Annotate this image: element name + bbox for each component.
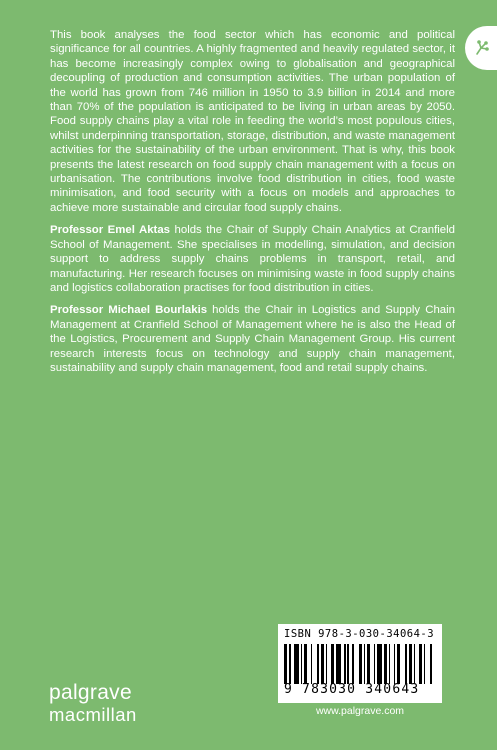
publisher-url: www.palgrave.com: [278, 703, 442, 720]
isbn-text: ISBN 978-3-030-34064-3: [284, 628, 435, 640]
author2-bio: holds the Chair in Logistics and Supply Chain Management at Cranfield School of Management where he is also the Head of the Logistics, Procurement and Supply Chain Management Group. His current research interests focus on technology and supply chain management, sustainability and supply chain management, food and retail supply chains.: [50, 304, 455, 374]
springer-tree-icon: [471, 38, 491, 58]
author2-name: Professor Michael Bourlakis: [50, 304, 208, 317]
publisher-badge: [465, 26, 497, 70]
barcode-digits: 9 783030 340643: [284, 682, 420, 697]
logo-line2: macmillan: [49, 704, 137, 725]
barcode-bars: [284, 644, 436, 684]
author2-paragraph: [50, 303, 455, 375]
logo-line1: palgrave: [49, 681, 132, 704]
author1-name: Professor Emel Aktas: [50, 224, 171, 237]
palgrave-logo: [49, 682, 137, 726]
author1-bio: holds the Chair of Supply Chain Analytics at Cranfield School of Management. She specialises in modelling, simulation, and decision support to address supply chains problems in transport, retail, and manufacturing. Her research focuses on minimising waste in food supply chains and logistics collaboration practises for food distribution in cities.: [50, 224, 455, 294]
intro-paragraph: This book analyses the food sector which has economic and political significance for all countries. A highly fragmented and heavily regulated sector, it has become increasingly complex owing to globalisation and geographical decoupling of production and consumption activities. The urban population of the world has grown from 746 million in 1950 to 3.9 billion in 2014 and more than 70% of the population is anticipated to be living in urban areas by 2050. Food supply chains play a vital role in feeding the world’s most populous cities, whilst underpinning transportation, storage, distribution, and waste management activities for the sustainability of the urban environment. That is why, this book presents the latest research on food supply chain management with a focus on urbanisation. The contributions involve food distribution in cities, food waste minimisation, and food security with a focus on models and approaches to achieve more sustainable and circular food supply chains.: [50, 29, 455, 214]
author1-paragraph: [50, 223, 455, 295]
barcode-bar: [432, 644, 435, 684]
blurb: [50, 28, 455, 383]
